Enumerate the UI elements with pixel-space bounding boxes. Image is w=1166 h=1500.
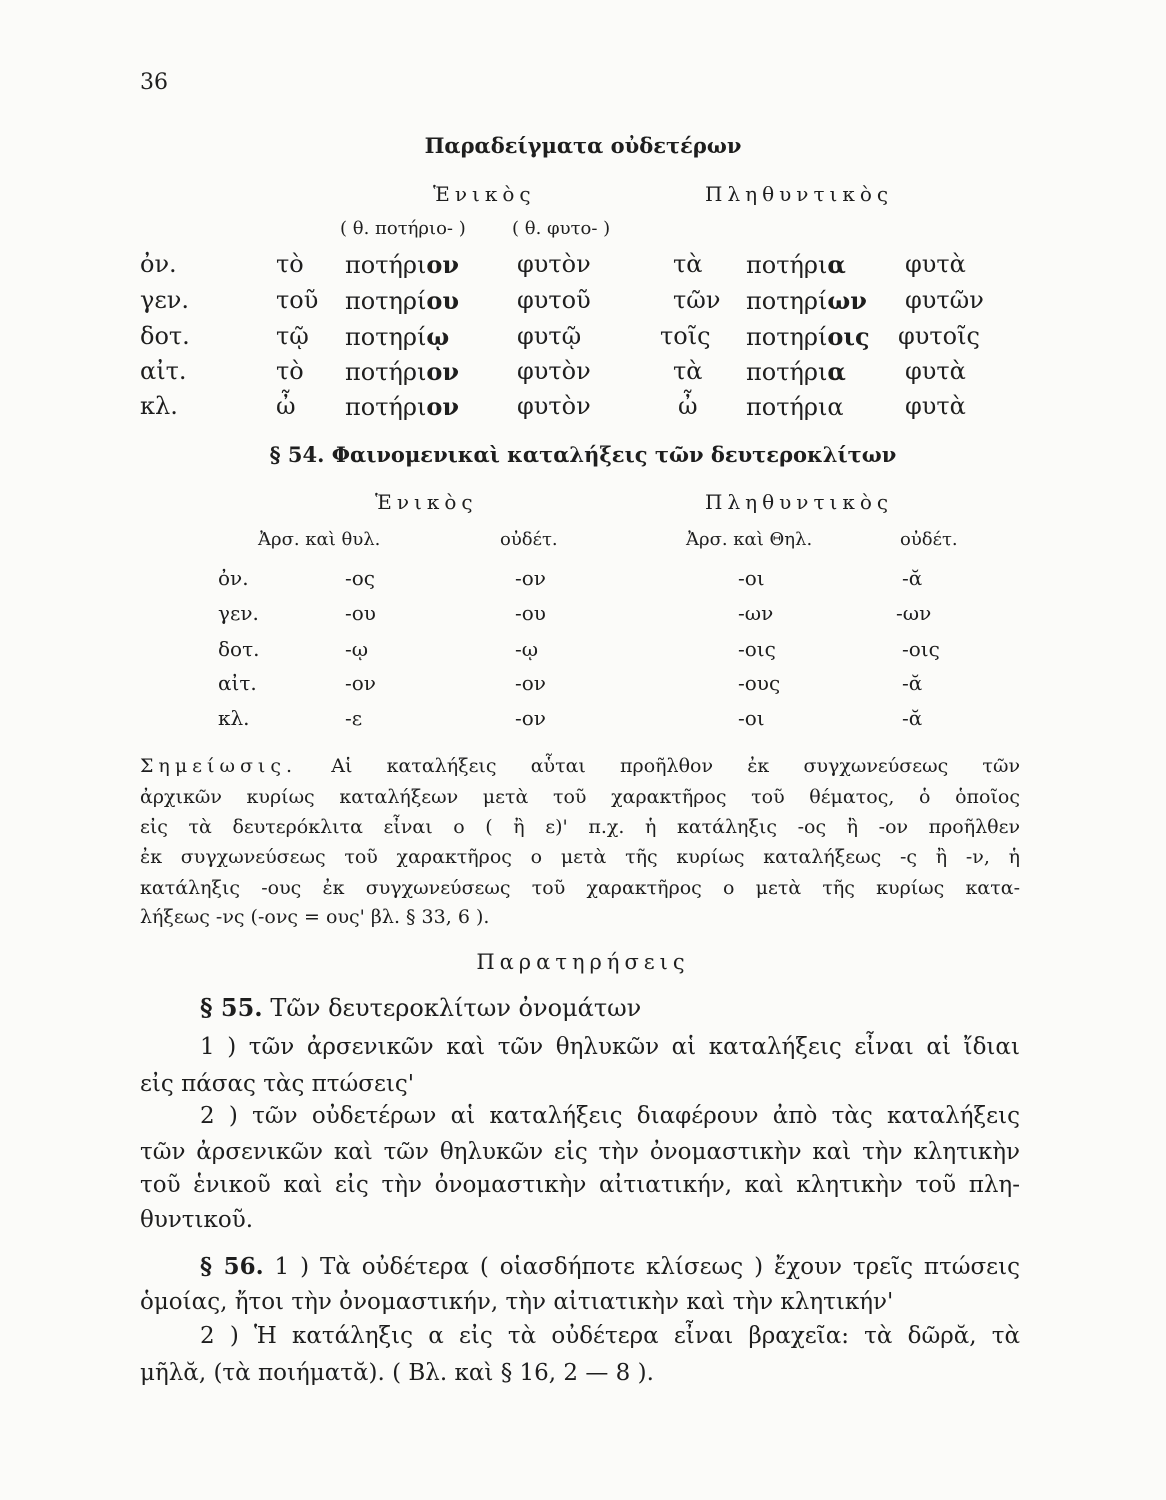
noun1-singular: ποτήριον [345,392,460,421]
ending: -ων [738,601,774,625]
ending: -ε [345,706,363,730]
article-singular: τῷ [276,322,309,350]
note-line-1: Σημείωσις. Αἱ καταλήξεις αὗται προῆλθον ἐκ συγχωνεύσεως τῶν [140,755,1020,777]
ending: -ου [345,601,376,625]
table2-subheader: οὐδέτ. [900,529,958,550]
section-55-number: § 55. [200,993,263,1022]
article-plural: τὰ [673,357,703,385]
case-label: κλ. [140,392,178,420]
ending: -οι [738,706,765,730]
note-line-3: εἰς τὰ δευτερόκλιτα εἶναι ο ( ἢ ε)' π.χ. ἡ κατάληξις -ος ἢ -ον προῆλθεν [140,816,1020,838]
ending: -ους [738,671,781,695]
noun1-plural: ποτηρίων [746,286,867,315]
note-line-5: κατάληξις -ους ἐκ συγχωνεύσεως τοῦ χαρακτῆρος ο μετὰ τῆς κυρίως κατα- [140,877,1020,899]
case-label: ὀν. [140,250,177,278]
article-singular: ὦ [276,392,296,420]
noun2-plural: φυτῶν [905,286,984,314]
noun2-singular: φυτῷ [517,322,582,350]
s55-p2-line-4: θυντικοῦ. [140,1207,254,1233]
ending: -οις [738,637,776,661]
ending: -ος [345,566,375,590]
case-label: αἰτ. [218,671,257,695]
ending: -ον [515,566,546,590]
table2-header-plural: Πληθυντικὸς [705,490,894,514]
s55-p2-line-1: 2 ) τῶν οὐδετέρων αἱ καταλήξεις διαφέρουν ἀπὸ τὰς καταλήξεις [200,1103,1020,1129]
noun2-singular: φυτοῦ [517,286,591,314]
noun1-singular: ποτήριον [345,357,460,386]
noun2-plural: φυτὰ [905,250,966,278]
noun1-singular: ποτήριον [345,250,460,279]
noun2-plural: φυτὰ [905,357,966,385]
case-label: γεν. [140,286,189,314]
case-label: αἰτ. [140,357,187,385]
section-55-line [200,993,641,1022]
s56-line-1: § 56. 1 ) Τὰ οὐδέτερα ( οἱασδήποτε κλίσεως ) ἔχουν τρεῖς πτώσεις [200,1253,1020,1280]
ending: -ον [515,671,546,695]
table2-header-singular: Ἑνικὸς [375,490,478,514]
ending: -οις [902,637,940,661]
table1-header-singular: Ἑνικὸς [433,182,536,206]
s55-p2-line-2: τῶν ἀρσενικῶν καὶ τῶν θηλυκῶν εἰς τὴν ὀνομαστικὴν καὶ τὴν κλητικὴν [140,1139,1020,1165]
noun1-singular: ποτηρίῳ [345,322,450,351]
ending: -ῳ [345,637,369,661]
s55-p1-line-1: 1 ) τῶν ἀρσενικῶν καὶ τῶν θηλυκῶν αἱ καταλήξεις εἶναι αἱ ἴδιαι [200,1034,1020,1060]
article-plural: τοῖς [660,322,711,350]
section-55-intro: Τῶν δευτεροκλίτων ὀνομάτων [270,994,642,1022]
observations-heading: Παρατηρήσεις [476,950,690,974]
ending: -ᾰ [902,671,923,695]
page-number: 36 [140,70,168,95]
noun1-singular: ποτηρίου [345,286,460,315]
case-label: κλ. [218,706,250,730]
table1-stem-2: ( θ. φυτο- ) [512,218,611,239]
article-singular: τὸ [276,357,304,385]
case-label: γεν. [218,601,259,625]
article-plural: ὦ [678,392,698,420]
case-label: ὀν. [218,566,249,590]
article-singular: τὸ [276,250,304,278]
article-plural: τὰ [673,250,703,278]
noun1-plural: ποτηρίοις [746,322,870,351]
table1-stem-1: ( θ. ποτήριο- ) [340,218,466,239]
note-line-2: ἀρχικῶν κυρίως καταλήξεων μετὰ τοῦ χαρακτῆρος τοῦ θέματος, ὁ ὁποῖος [140,786,1020,808]
section-54-title: § 54. Φαινομενικαὶ καταλήξεις τῶν δευτεροκλίτων [269,442,897,467]
table2-subheader: Ἀρσ. καὶ θυλ. [258,529,381,550]
ending: -ᾰ [902,566,923,590]
note-line-4: ἐκ συγχωνεύσεως τοῦ χαρακτῆρος ο μετὰ τῆς κυρίως καταλήξεως -ς ἢ -ν, ἡ [140,846,1020,868]
ending: -ου [515,601,546,625]
table1-header-plural: Πληθυντικὸς [705,182,894,206]
noun2-plural: φυτὰ [905,392,966,420]
table1-title: Παραδείγματα οὐδετέρων [424,133,742,158]
ending: -οι [738,566,765,590]
section-56-number: § 56. [200,1253,264,1280]
note-line-6: λήξεως -νς (-ονς = ους' βλ. § 33, 6 ). [140,906,490,928]
noun2-singular: φυτὸν [517,392,591,420]
noun1-plural: ποτήρια [746,250,846,279]
s56-p2-line-2: μῆλᾰ, (τὰ ποιήματᾰ). ( Βλ. καὶ § 16, 2 — 8 ). [140,1360,654,1386]
noun1-plural: ποτήρια [746,357,846,386]
ending: -ων [896,601,932,625]
s56-line-2: ὁμοίας, ἤτοι τὴν ὀνομαστικήν, τὴν αἰτιατικὴν καὶ τὴν κλητικήν' [140,1289,894,1315]
s56-p2-line-1: 2 ) Ἡ κατάληξις α εἰς τὰ οὐδέτερα εἶναι βραχεῖα: τὰ δῶρᾰ, τὰ [200,1323,1020,1349]
noun2-plural: φυτοῖς [898,322,980,350]
article-singular: τοῦ [276,286,319,314]
s55-p2-line-3: τοῦ ἑνικοῦ καὶ εἰς τὴν ὀνομαστικὴν αἰτιατικήν, καὶ κλητικὴν τοῦ πλη- [140,1172,1020,1198]
ending: -ῳ [515,637,539,661]
table2-subheader: οὐδέτ. [500,529,558,550]
s55-p1-line-2: εἰς πάσας τὰς πτώσεις' [140,1071,415,1097]
ending: -ον [515,706,546,730]
ending: -ᾰ [902,706,923,730]
noun2-singular: φυτὸν [517,250,591,278]
case-label: δοτ. [218,637,260,661]
table2-subheader: Ἀρσ. καὶ Θηλ. [686,529,813,550]
noun1-plural: ποτήρια [746,393,844,421]
case-label: δοτ. [140,322,190,350]
article-plural: τῶν [673,286,721,314]
noun2-singular: φυτὸν [517,357,591,385]
ending: -ον [345,671,376,695]
